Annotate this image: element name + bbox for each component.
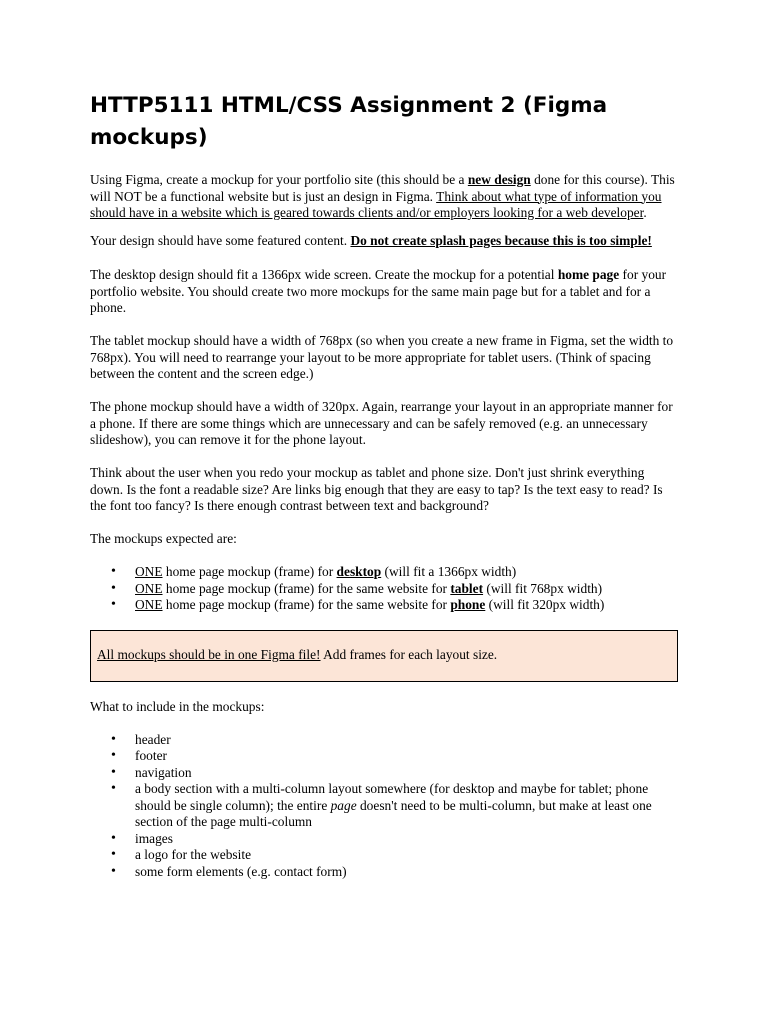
intro-text: Using Figma, create a mockup for your portfolio site (this should be a [90, 172, 468, 187]
desktop-text-cont: for your portfolio website. You should create two more mockups for the same main page but for a tablet and for a phone. [90, 267, 667, 315]
list-item-width: (will fit 320px width) [485, 597, 605, 612]
list-item: • images [90, 831, 678, 848]
mockups-expected-heading: The mockups expected are: [90, 531, 237, 546]
intro-period: . [643, 205, 647, 220]
device-emphasis: desktop [336, 564, 382, 579]
list-item-text: home page mockup (frame) for the same website for [162, 580, 451, 596]
page-italic: page [330, 797, 357, 813]
user-paragraph: Think about the user when you redo your mockup as tablet and phone size. Don't just shrink everything down. Is the font a readable size? Are links big enough that they are easy to tap? Is the text easy to read? Is the font too fancy? Is there enough contrast between text and background? [90, 465, 663, 513]
one-label: ONE [135, 580, 163, 596]
include-list [90, 732, 678, 881]
page-title: HTTP5111 HTML/CSS Assignment 2 (Figma mockups) [90, 93, 608, 150]
list-item-text: a body section with a multi-column layout somewhere (for desktop and maybe for tablet; phone should be single column); the entire [135, 781, 649, 813]
no-splash-warning: Do not create splash pages because this is too simple! [350, 232, 652, 248]
list-item [90, 781, 678, 831]
list-item: • some form elements (e.g. contact form) [90, 864, 678, 881]
home-page-emphasis: home page [557, 267, 620, 282]
list-item [90, 597, 678, 614]
intro-text-cont: done for this course). This will NOT be a functional website but is just an design in Figma. [90, 172, 675, 204]
list-item-width: (will fit 768px width) [483, 580, 603, 596]
new-design-emphasis: new design [467, 172, 531, 187]
list-item: • header [90, 732, 678, 749]
list-item-text: home page mockup (frame) for the same website for [162, 597, 451, 612]
mockups-list [90, 564, 678, 614]
guidance-underlined: Think about what type of information you should have in a website which is geared towards clients and/or employers looking for a web developer [90, 188, 662, 220]
phone-paragraph: The phone mockup should have a width of 320px. Again, rearrange your layout in an appropriate manner for a phone. If there are some things which are unnecessary and can be safely removed (e.g. an unnecessary slideshow), you can remove it for the phone layout. [90, 399, 673, 447]
one-label: ONE [135, 597, 163, 612]
device-emphasis: tablet [450, 580, 484, 596]
document-body [90, 172, 678, 880]
desktop-paragraph [90, 267, 678, 317]
desktop-text: The desktop design should fit a 1366px wide screen. Create the mockup for a potential [90, 267, 558, 282]
device-emphasis: phone [450, 597, 486, 612]
featured-content-paragraph [90, 233, 678, 250]
include-heading: What to include in the mockups: [90, 698, 265, 714]
intro-paragraph [90, 172, 678, 222]
list-item: • a logo for the website [90, 847, 678, 864]
list-item [90, 581, 678, 598]
list-item [90, 564, 678, 581]
one-label: ONE [135, 564, 163, 579]
callout-box [90, 630, 678, 682]
list-item: • footer [90, 748, 678, 765]
callout-underlined: All mockups should be in one Figma file! [97, 647, 321, 662]
list-item-width: (will fit a 1366px width) [381, 564, 517, 579]
callout-text: Add frames for each layout size. [320, 647, 498, 662]
list-item-text-cont: doesn't need to be multi-column, but make at least one section of the page multi-column [135, 797, 652, 829]
list-item: • navigation [90, 765, 678, 782]
tablet-paragraph: The tablet mockup should have a width of 768px (so when you create a new frame in Figma, set the width to 768px). You will need to rearrange your layout to be more appropriate for tablet users. (Think of spacing between the content and the screen edge.) [90, 333, 674, 381]
list-item-text: home page mockup (frame) for [162, 564, 337, 579]
featured-text: Your design should have some featured content. [90, 232, 351, 248]
